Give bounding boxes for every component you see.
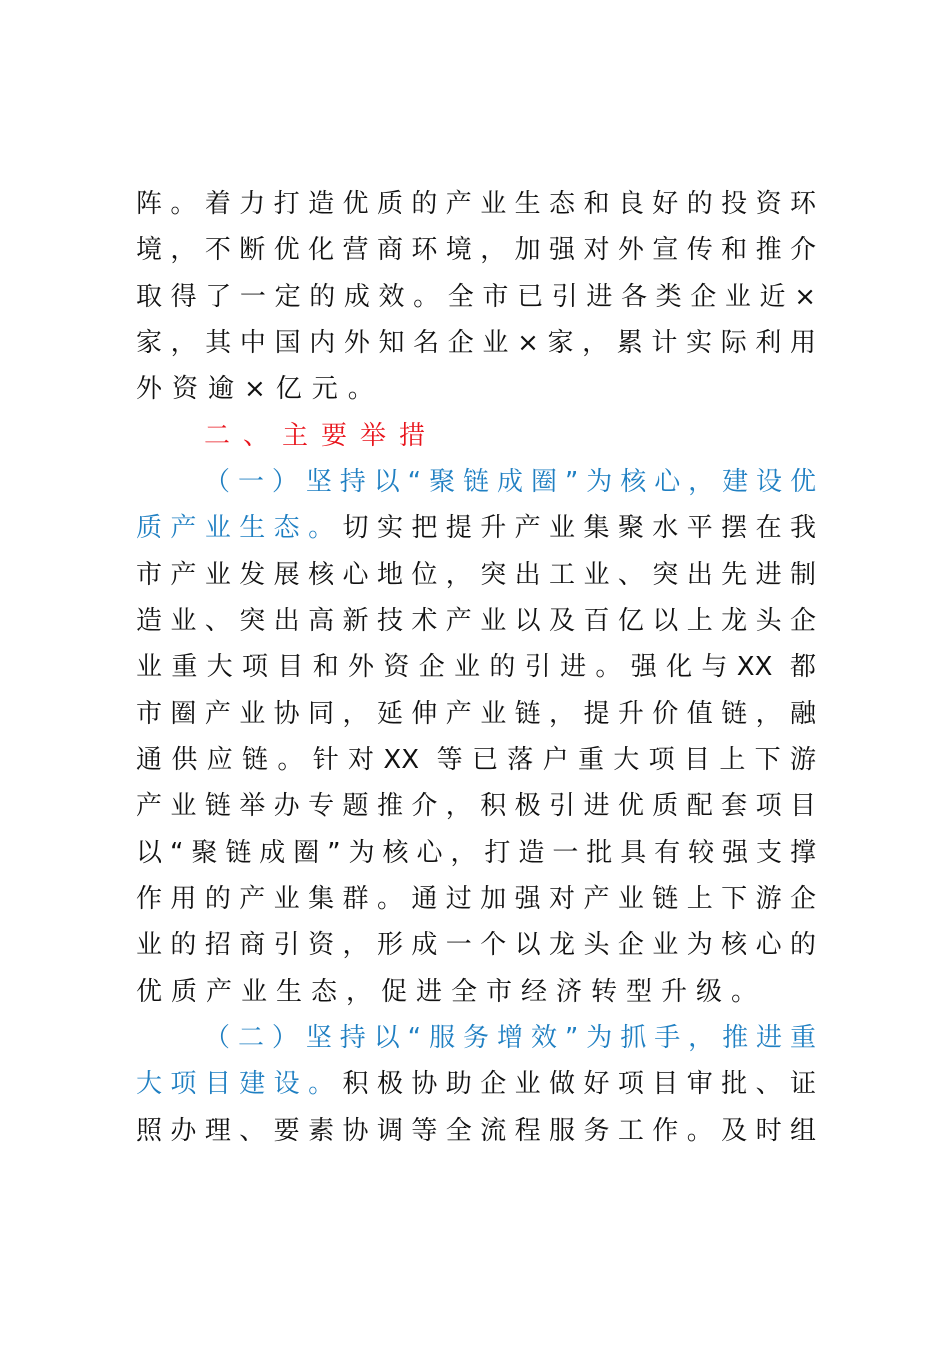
paragraph-line (136, 505, 816, 551)
paragraph-line: 阵。着力打造优质的产业生态和良好的投资环 (136, 189, 816, 219)
subsection-heading: （二）坚持以“服务增效”为抓手，推进重 (204, 1023, 816, 1053)
subsection-heading-cont: 质产业生态。 (136, 513, 343, 543)
paragraph-line: 产业链举办专题推介，积极引进优质配套项目 (136, 791, 816, 821)
paragraph-line: 业的招商引资，形成一个以龙头企业为核心的 (136, 930, 816, 960)
paragraph-line: 外资逾×亿元。 (136, 374, 384, 404)
paragraph-line: 境，不断优化营商环境，加强对外宣传和推介 (136, 235, 816, 265)
paragraph-line: 业重大项目和外资企业的引进。强化与XX 都 (136, 652, 816, 682)
paragraph-line: 作用的产业集群。通过加强对产业链上下游企 (136, 884, 816, 914)
subsection-heading: （一）坚持以“聚链成圈”为核心，建设优 (204, 467, 816, 497)
paragraph-line: 照办理、要素协调等全流程服务工作。及时组 (136, 1116, 816, 1146)
paragraph-line: 家，其中国内外知名企业×家，累计实际利用 (136, 328, 816, 358)
paragraph-line (136, 1061, 816, 1107)
paragraph-line: 市圈产业协同，延伸产业链，提升价值链，融 (136, 699, 816, 729)
paragraph-line: 市产业发展核心地位，突出工业、突出先进制 (136, 560, 816, 590)
subsection-heading-cont: 大项目建设。 (136, 1069, 343, 1099)
section-heading: 二、主要举措 (204, 421, 439, 451)
paragraph-line: 通供应链。针对XX 等已落户重大项目上下游 (136, 745, 816, 775)
paragraph-text: 积极协助企业做好项目审批、证 (342, 1069, 816, 1099)
paragraph-line: 以“聚链成圈”为核心，打造一批具有较强支撑 (136, 838, 816, 868)
paragraph-text: 切实把提升产业集聚水平摆在我 (342, 513, 816, 543)
paragraph-line: 取得了一定的成效。全市已引进各类企业近× (136, 282, 816, 312)
paragraph-line: 优质产业生态，促进全市经济转型升级。 (136, 977, 767, 1007)
paragraph-line: 造业、突出高新技术产业以及百亿以上龙头企 (136, 606, 816, 636)
